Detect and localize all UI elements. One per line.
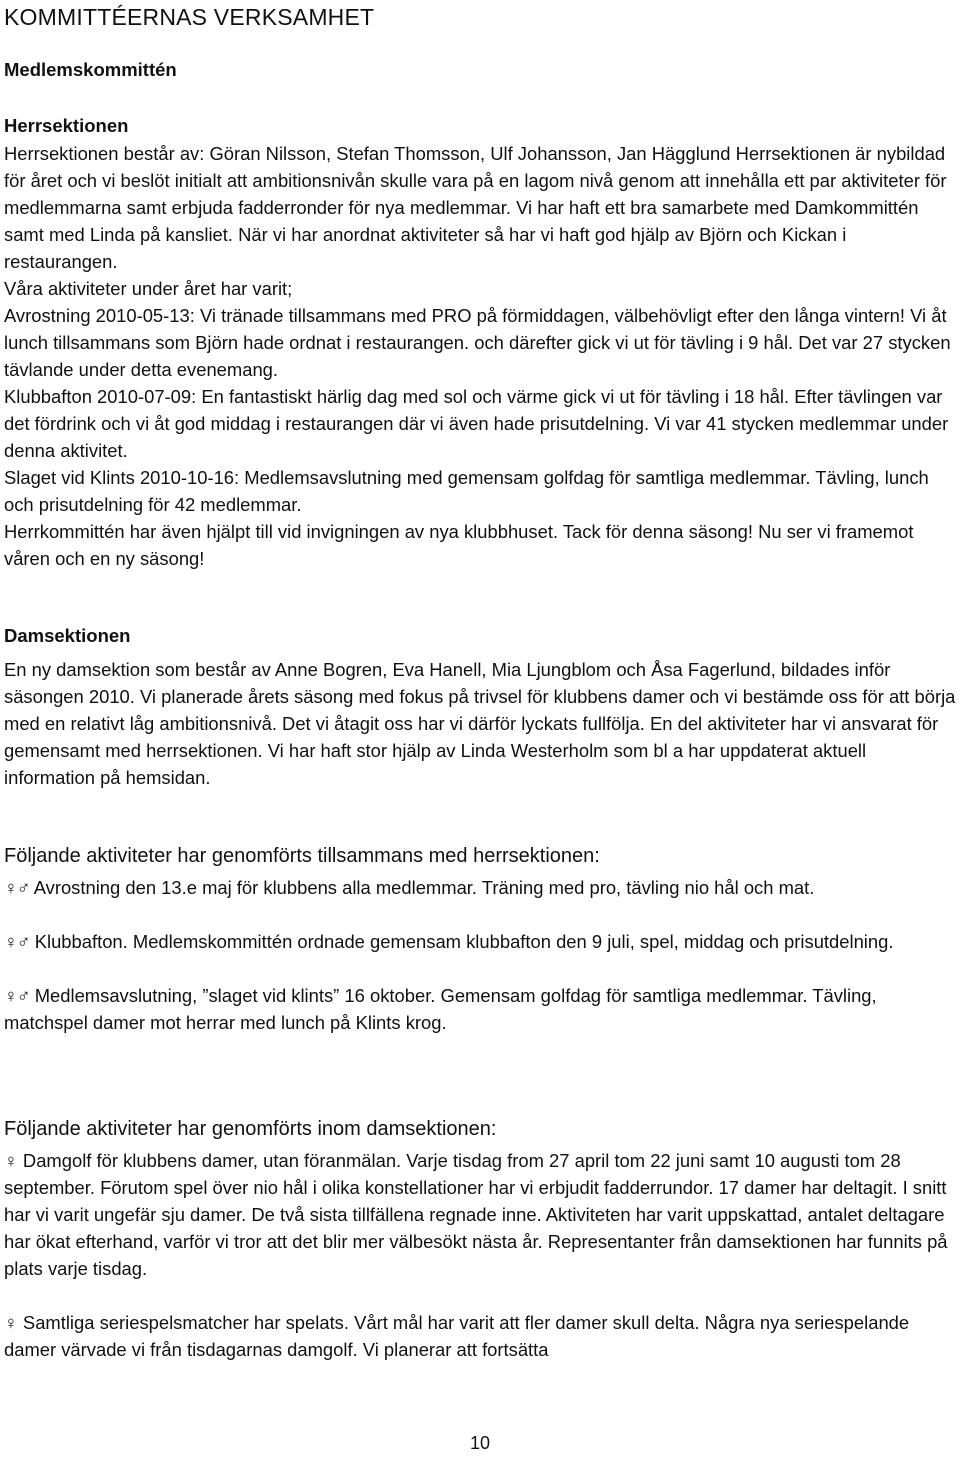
inner-heading: Följande aktiviteter har genomförts inom damsektionen: (4, 1118, 497, 1140)
female-male-icon: ♀♂ (4, 985, 30, 1006)
joint-item-text: Medlemsavslutning, ”slaget vid klints” 16 oktober. Gemensam golfdag för samtliga medlemmar. Tävling, matchspel damer mot herrar med lunch på Klints krog. (4, 985, 877, 1033)
herr-activities-intro: Våra aktiviteter under året har varit; (4, 278, 293, 299)
joint-item-text: Klubbafton. Medlemskommittén ordnade gemensam klubbafton den 9 juli, spel, middag och prisutdelning. (34, 931, 894, 952)
inner-item-text: Damgolf för klubbens damer, utan föranmälan. Varje tisdag from 27 april tom 22 juni samt 10 augusti tom 28 september. Förutom spel över nio hål i olika konstellationer har vi erbjudit fadderrundor. 17 damer har deltagit. I snitt har vi varit ungefär sju damer. De två sista tillfällena regnade inne. Aktiviteten har varit uppskattad, antalet deltagare har ökat efterhand, varför vi tror att det blir mer välbesökt nästa år. Representanter från damsektionen har funnits på plats varje tisdag. (4, 1150, 948, 1279)
joint-item (4, 874, 956, 901)
dam-heading: Damsektionen (4, 625, 131, 646)
herr-section (4, 114, 956, 572)
inner-activities-section (4, 1116, 956, 1363)
dam-section (4, 624, 956, 791)
female-male-icon: ♀♂ (4, 877, 30, 898)
joint-item (4, 928, 956, 955)
herr-avrostning: Avrostning 2010-05-13: Vi tränade tillsammans med PRO på förmiddagen, välbehövligt efter den långa vintern! Vi åt lunch tillsammans som Björn hade ordnat i restaurangen. och därefter gick vi ut för tävling i 9 hål. Det var 27 stycken tävlande under detta evenemang. (4, 305, 951, 380)
inner-item (4, 1309, 956, 1363)
herr-closing: Herrkommittén har även hjälpt till vid invigningen av nya klubbhuset. Tack för denna säsong! Nu ser vi framemot våren och en ny säsong! (4, 521, 914, 569)
female-male-icon: ♀♂ (4, 931, 30, 952)
joint-heading: Följande aktiviteter har genomförts tillsammans med herrsektionen: (4, 845, 600, 867)
female-icon: ♀ (4, 1150, 18, 1171)
joint-item (4, 982, 956, 1036)
joint-activities-section (4, 843, 956, 1036)
document-title: KOMMITTÉERNAS VERKSAMHET (4, 4, 375, 30)
inner-item (4, 1147, 956, 1282)
committee-heading-block (4, 58, 956, 82)
female-icon: ♀ (4, 1312, 18, 1333)
herr-text: Herrsektionen består av: Göran Nilsson, Stefan Thomsson, Ulf Johansson, Jan Hägglund Herrsektionen är nybildad för året och vi beslöt initialt att ambitionsnivån skulle vara på en lagom nivå genom att innehålla ett par aktiviteter för medlemmarna samt erbjuda fadderronder för nya medlemmar. Vi har haft ett bra samarbete med Damkommittén samt med Linda på kansliet. När vi har anordnat aktiviteter så har vi haft god hjälp av Björn och Kickan i restaurangen. (4, 143, 947, 272)
page-number: 10 (469, 1433, 491, 1453)
dam-text: En ny damsektion som består av Anne Bogren, Eva Hanell, Mia Ljungblom och Åsa Fagerlund, bildades inför säsongen 2010. Vi planerade årets säsong med fokus på trivsel för klubbens damer och vi bestämde oss för att börja med en relativt låg ambitionsnivå. Det vi åtagit oss har vi därför lyckats fullfölja. En del aktiviteter har vi ansvarat för gemensamt med herrsektionen. Vi har haft stor hjälp av Linda Westerholm som bl a har uppdaterat aktuell information på hemsidan. (4, 659, 956, 788)
herr-heading: Herrsektionen (4, 115, 129, 136)
inner-item-text: Samtliga seriespelsmatcher har spelats. Vårt mål har varit att fler damer skull delta. Några nya seriespelande damer värvade vi från tisdagarnas damgolf. Vi planerar att fortsätta (4, 1312, 910, 1360)
herr-klubbafton: Klubbafton 2010-07-09: En fantastiskt härlig dag med sol och värme gick vi ut för tävling i 18 hål. Efter tävlingen var det fördrink och vi åt god middag i restaurangen där vi även hade prisutdelning. Vi var 41 stycken medlemmar under denna aktivitet. (4, 386, 949, 461)
committee-heading: Medlemskommittén (4, 59, 177, 80)
joint-item-text: Avrostning den 13.e maj för klubbens alla medlemmar. Träning med pro, tävling nio hål och mat. (33, 877, 815, 898)
herr-slaget: Slaget vid Klints 2010-10-16: Medlemsavslutning med gemensam golfdag för samtliga medlemmar. Tävling, lunch och prisutdelning för 42 medlemmar. (4, 467, 929, 515)
